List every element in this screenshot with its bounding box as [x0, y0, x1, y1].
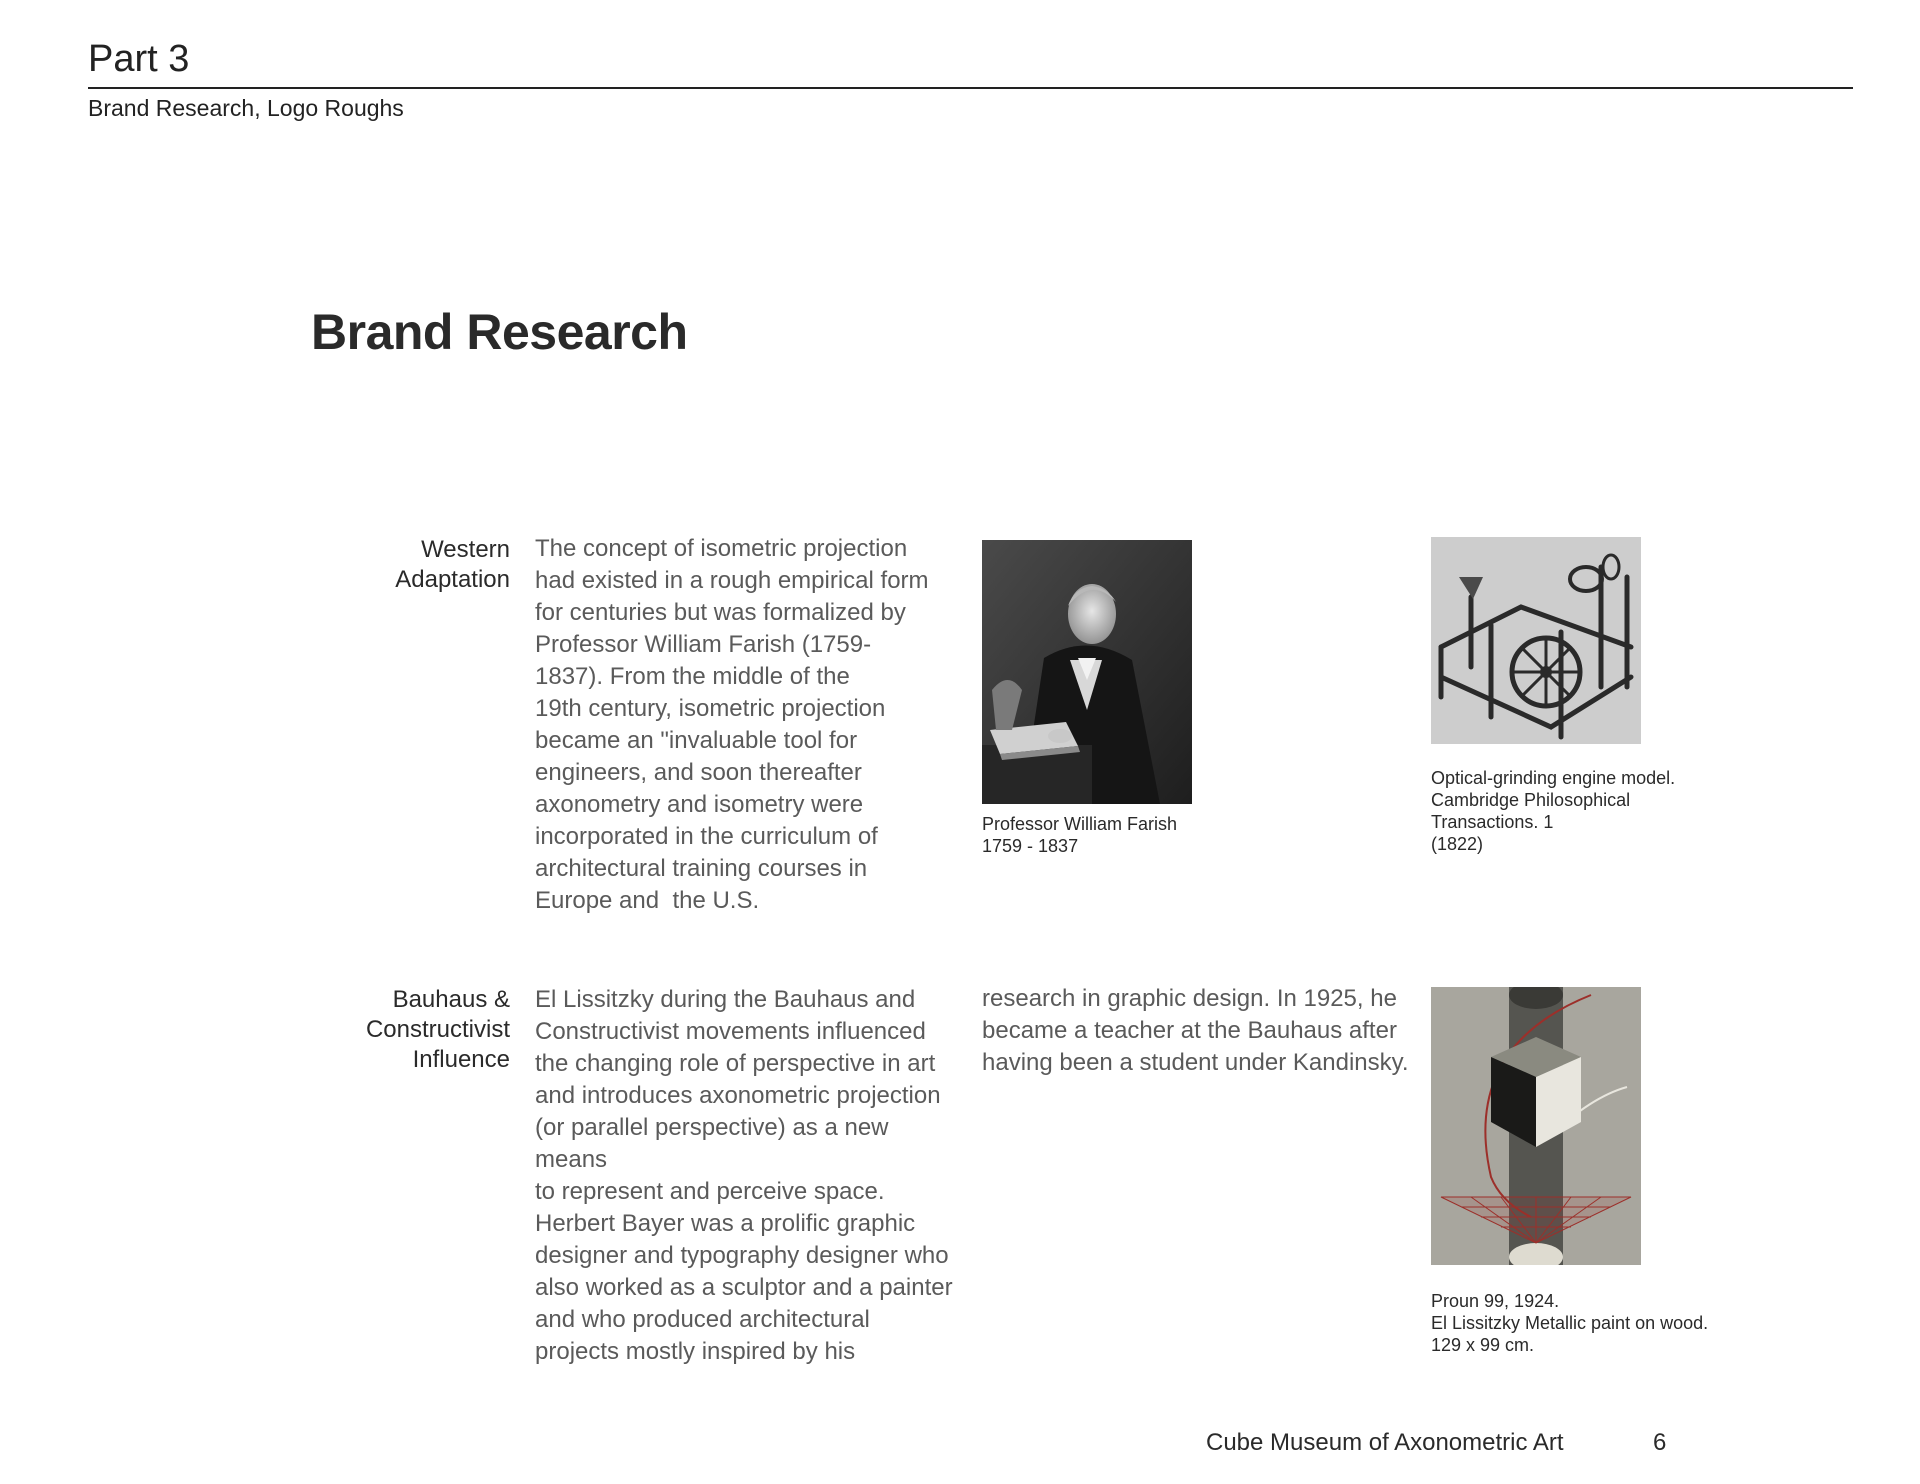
text-line: and introduces axonometric projection [535, 1082, 941, 1109]
caption-line: Transactions. 1 [1431, 812, 1554, 832]
caption-line: 1759 - 1837 [982, 836, 1079, 856]
farish-portrait-image [982, 540, 1192, 804]
western-body-text [535, 533, 955, 917]
text-line: to represent and perceive space. [535, 1178, 885, 1205]
part-subtitle: Brand Research, Logo Roughs [88, 95, 404, 121]
bauhaus-body-text-col1 [535, 984, 965, 1368]
text-line: The concept of isometric projection [535, 535, 908, 562]
text-line: engineers, and soon thereafter [535, 759, 862, 786]
label-line: Bauhaus & [392, 986, 510, 1013]
text-line: became a teacher at the Bauhaus after [982, 1017, 1397, 1044]
text-line: and who produced architectural [535, 1306, 870, 1333]
bauhaus-body-text-col2 [982, 983, 1412, 1079]
text-line: architectural training courses in [535, 855, 868, 882]
proun-caption [1431, 1290, 1761, 1356]
text-line: Constructivist movements influenced [535, 1018, 926, 1045]
text-line: Europe and the U.S. [535, 887, 760, 914]
text-line: 1837). From the middle of the [535, 663, 850, 690]
text-line: had existed in a rough empirical form [535, 567, 929, 594]
text-line: El Lissitzky during the Bauhaus and [535, 986, 916, 1013]
caption-line: 129 x 99 cm. [1431, 1335, 1535, 1355]
section-label-bauhaus [300, 985, 510, 1075]
engine-model-image [1431, 537, 1641, 744]
text-line: designer and typography designer who [535, 1242, 949, 1269]
page-number: 6 [1653, 1429, 1667, 1456]
label-line: Western [421, 536, 510, 563]
text-line: for centuries but was formalized by [535, 599, 906, 626]
section-label-western [300, 535, 510, 595]
text-line: projects mostly inspired by his [535, 1338, 856, 1365]
caption-line: Proun 99, 1924. [1431, 1291, 1560, 1311]
caption-line: El Lissitzky Metallic paint on wood. [1431, 1313, 1709, 1333]
label-line: Adaptation [395, 566, 510, 593]
text-line: research in graphic design. In 1925, he [982, 985, 1397, 1012]
text-line: (or parallel perspective) as a new means [535, 1114, 889, 1173]
proun-99-image [1431, 987, 1641, 1265]
farish-caption [982, 813, 1242, 857]
proun-illustration [1431, 987, 1641, 1265]
text-line: Herbert Bayer was a prolific graphic [535, 1210, 916, 1237]
text-line: the changing role of perspective in art [535, 1050, 936, 1077]
text-line: became an "invaluable tool for [535, 727, 858, 754]
page-heading: Brand Research [311, 304, 688, 360]
caption-line: Professor William Farish [982, 814, 1178, 834]
engine-caption [1431, 767, 1751, 855]
header-rule [88, 87, 1853, 89]
engine-illustration [1431, 537, 1641, 744]
text-line: Professor William Farish (1759- [535, 631, 872, 658]
label-line: Influence [412, 1046, 510, 1073]
part-title: Part 3 [88, 38, 190, 80]
text-line: axonometry and isometry were [535, 791, 864, 818]
footer-title: Cube Museum of Axonometric Art [1206, 1429, 1564, 1456]
text-line: 19th century, isometric projection [535, 695, 886, 722]
portrait-illustration [982, 540, 1192, 804]
label-line: Constructivist [365, 1016, 510, 1043]
caption-line: Optical-grinding engine model. [1431, 768, 1676, 788]
caption-line: Cambridge Philosophical [1431, 790, 1631, 810]
text-line: also worked as a sculptor and a painter [535, 1274, 953, 1301]
text-line: having been a student under Kandinsky. [982, 1049, 1409, 1076]
caption-line: (1822) [1431, 834, 1484, 854]
text-line: incorporated in the curriculum of [535, 823, 878, 850]
